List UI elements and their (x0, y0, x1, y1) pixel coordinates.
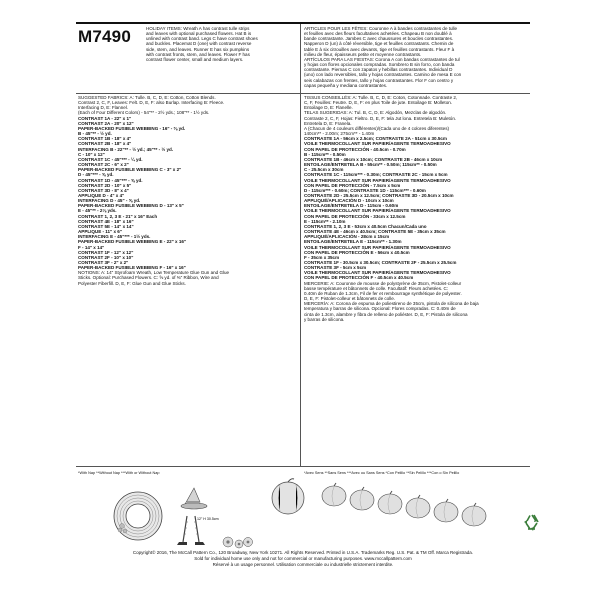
french-spanish-fabric-line: y barras de silicona. (304, 316, 345, 322)
french-spanish-fabric-line: CON PAPEL DE PROTECCIÓN - 33cm x 12.5cm (304, 213, 406, 219)
english-fabric-line: PAPER-BACKED FUSIBLE WEBBING E - 22" x 16" (78, 239, 187, 245)
french-spanish-fabric-line: CONTRASTE 3F - 5cm x 5cm (304, 265, 367, 271)
english-fabric-line: PAPER-BACKED FUSIBLE WEBBING F - 16" x 16" (78, 265, 186, 271)
english-fabric-line: PAPER-BACKED FUSIBLE WEBBING D - 13" x 5" (78, 203, 184, 209)
french-spanish-description-line: contrastante. Piernas C con zapatos y hebillas contrastantes. Individual D (304, 67, 453, 73)
french-spanish-fabric-requirements (304, 95, 528, 322)
english-fabric-line: NOTIONS: A: 14" Styrofoam Wreath, Low Temperature Glue Gun and Glue (78, 270, 230, 276)
english-fabric-line: INTERFACING B - 22"** - ½ yd.; 45"** - ½ yd. (78, 146, 174, 152)
english-fabric-line: CONTRAST 2B - 18" x 4" (78, 141, 132, 147)
intro-divider (76, 93, 530, 94)
english-description-line: and leaves with optional purchased flowers. Hat B is (146, 31, 252, 37)
english-fabric-line: CONTRAST 2D - 10" x 5" (78, 182, 132, 188)
english-fabric-line: Polyester Fiberfill. D, E, F: Glue Gun and Glue Sticks. (78, 280, 186, 286)
column-divider (300, 24, 301, 466)
french-spanish-fabric-line: CON PAPEL DE PROTECCIÓN - 7.5cm x 5cm (304, 182, 401, 188)
french-spanish-fabric-line: Contraste 2, C, F, Hojas: Fieltro. D, E, F: tela Jut lona. Entretela B: Muletón. (304, 115, 457, 121)
french-spanish-fabric-line: CONTRASTE 4E - 46cm x 40.5cm; CONTRASTE 5E - 35cm x 35cm (304, 229, 446, 235)
french-spanish-description-line: Napperon D (un) à côté réversible, tige et feuilles contrastants. Chemin de (304, 41, 454, 47)
english-description-line: with contrast fronts, stem, and leaves. Flower F has (146, 51, 250, 57)
french-spanish-fabric-line: A (Chacun de 4 couleurs différentes)/(Cada uno de 4 colores diferentes) (304, 125, 449, 131)
english-fabric-line: CONTRAST 3D - 8" x 4" (78, 187, 129, 193)
english-fabric-line: CONTRAST 2C - 6" x 2" (78, 162, 129, 168)
flowers-illustration (223, 537, 253, 548)
french-spanish-fabric-line: cinta de 1.3cm, alambre y fibra de relleno de poliéster. D, E, F: Pistola de silicona (304, 311, 468, 317)
english-description-line: side, stem, and leaves. Runner E has six pumpkins (146, 46, 250, 52)
english-fabric-line: SUGGESTED FABRICS: A: Tulle. B, C, D, E: Cotton, Cotton Blends. (78, 95, 216, 100)
english-fabric-line: CONTRAST 1B - 18" x 4" (78, 136, 132, 142)
english-fabric-requirements (78, 95, 298, 286)
english-fabric-line: CONTRAST 1C - 45"*** - ¼ yd. (78, 156, 143, 162)
english-fabric-line: APPLIQUE D - 4" x 4" (78, 192, 125, 198)
bottom-divider (76, 466, 530, 467)
french-spanish-fabric-line: ENTOILAGE/ENTRETELA B - 55cm** - 0.50m; 115cm** - 0.50m (304, 162, 437, 168)
runner-illustration (322, 483, 486, 526)
english-fabric-line: CONTRAST 1D - 45"*** - ⅝ yd. (78, 177, 143, 183)
french-spanish-fabric-line: E - 115cm** - 2.10m (304, 218, 346, 224)
english-fabric-line: B - 45"** - ½ yd. (78, 131, 112, 137)
french-spanish-description-line: ARTÍCULOS PARA LAS FIESTAS: Corona A con bandas contrastantes de tul (304, 56, 460, 62)
french-spanish-fabric-line: B - 115cm** - 0.50m (304, 151, 346, 157)
french-spanish-fabric-line: TELAS SUGERIDAS: A: Tul. B, C, D, E: Algodón, Mezclas de algodón. (304, 110, 447, 116)
english-fabric-line: INTERFACING D - 45" - ⅝ yd. (78, 198, 141, 204)
french-spanish-fabric-line: F - 35cm x 35cm (304, 254, 340, 260)
french-spanish-fabric-line: C, F, Feuilles: Feutre. D, E, F: en plus Toile de jute. Entoilage B: Molleton. (304, 100, 453, 106)
english-fabric-line: Interfacing D, E: Flannel. (78, 105, 129, 111)
top-rule (76, 22, 530, 24)
french-spanish-description-line: et feuilles avec des fleurs facultatives achetées. Chapeau B non doublé à (304, 31, 452, 37)
french-spanish-fabric-line: TISSUS CONSEILLÉS: A: Tulle. B, C, D, E: Coton, Cotonnade. Contraste 2, (304, 95, 458, 100)
english-fabric-line: E - 45"** - 2⅛ yds. (78, 208, 117, 214)
english-description-line: unlined with contrast band. Legs C have contrast shoes (146, 36, 258, 42)
english-description-line: contrast flower center, small and medium layers. (146, 56, 244, 62)
illustration-height-label: 12" H 30.5cm (197, 517, 219, 521)
french-spanish-fabric-line: VOILE THERMOCOLLANT SUR PAPIER/AGENTE TERMOADHESIVO (304, 177, 451, 183)
copyright-line: Copyright© 2016, The McCall Pattern Co., 120 Broadway, New York 10271. All Rights Reserved. Printed in U.S.A. Trademarks Reg. U.S. Pat. & TM Off. Marca Registrada. (132, 550, 474, 555)
french-spanish-fabric-line: MERCERIE: A: Couronne de mousse de polystyrène de 35cm, Pistolet-colleur (304, 280, 462, 286)
english-description-line: and buckles. Placemat D (one) with contrast reverse (146, 41, 252, 47)
french-spanish-fabric-line: APPLIQUÉ/APLICACIÓN - 28cm x 15cm (304, 234, 390, 240)
french-spanish-fabric-line: CON PAPEL DE PROTECCIÓN - 40.5cm - 0.70m (304, 146, 406, 152)
french-spanish-description-line: bande contrastante. Jambes C avec chaussures et boucles contrastantes. (304, 36, 454, 42)
french-spanish-description-line: (uno) con lado reversibles, tallo y hojas contrastantes. Camino de mesa E con (304, 72, 462, 78)
english-description-line: HOLIDAY ITEMS: Wreath A has contrast tulle strips (146, 26, 250, 31)
french-spanish-fabric-line: MERCERÍA: A: Corona de espuma de poliestireno de 35cm, pistola de silicona de baja (304, 301, 479, 307)
english-fabric-line: CONTRAST 4E - 18" x 16" (78, 218, 134, 224)
french-spanish-fabric-line: basse température et bâtonnets de colle. Facultatif: Fleurs achetées. C: (304, 285, 449, 291)
french-spanish-fabric-line: 140cm** - 2.00m; 275cm** - 1.40m (304, 131, 375, 137)
french-spanish-fabric-line: VOILE THERMOCOLLANT SUR PAPIER/AGENTE TERMOADHESIVO (304, 270, 451, 276)
french-spanish-description-line: milieu de fleur, épaisseurs petite et moyenne contrastants. (304, 51, 422, 57)
pattern-envelope-back (76, 22, 530, 567)
english-fabric-line: Contrast 2, C, F, Leaves: Felt. D, E, F: also Burlap. Interfacing B: Fleece. (78, 100, 225, 106)
french-spanish-description-line: y hojas con flores opcionales compradas. Sombrero B sin forro, con banda (304, 62, 455, 68)
english-fabric-line: CONTRAST 2A - 20" x 12" (78, 120, 134, 126)
english-fabric-line: (Each of Four Different Colors) - 54"** - 2½ yds.; 108"** - 1½ yds. (78, 110, 210, 116)
french-spanish-fabric-line: CONTRASTE 1, 2, 3 E - 53cm x 40.5cm Chacun/Cada uno (304, 223, 427, 229)
french-spanish-fabric-line: CON PAPEL DE PROTECCIÓN E - 56cm x 40.5cm (304, 249, 410, 255)
pattern-number: M7490 (78, 27, 131, 46)
french-spanish-fabric-line: CONTRASTE 1B - 46cm x 10cm; CONTRASTE 2B - 46cm x 10cm (304, 156, 443, 162)
english-fabric-line: CONTRAST 1A - 22" x 1" (78, 115, 132, 121)
english-fabric-line: INTERFACING E - 45"*** - 1½ yds. (78, 234, 151, 240)
french-spanish-fabric-line: VOILE THERMOCOLLANT SUR PAPIER/AGENTE TERMOADHESIVO (304, 208, 451, 214)
recycle-icon (522, 512, 542, 532)
english-fabric-line: CONTRAST 3F - 2" x 2" (78, 260, 129, 265)
english-description (146, 26, 298, 62)
french-spanish-description-line: seis calabazas con frentes, tallo y hojas contrastantes. Flor F con centro y (304, 77, 454, 83)
english-fabric-line: CONTRAST 1F - 12" x 12" (78, 249, 134, 255)
french-spanish-fabric-line: D, E, F: Pistolet-colleur et bâtonnets de colle. (304, 296, 395, 302)
english-fabric-line: CONTRAST 5E - 14" x 14" (78, 223, 134, 229)
french-spanish-fabric-line: VOILE THERMOCOLLANT SUR PAPIER/AGENTE TERMOADHESIVO (304, 141, 451, 147)
wreath-illustration (114, 492, 162, 540)
english-fabric-line: CONTRAST 1, 2, 3 E - 21" x 16" Each (78, 213, 158, 219)
french-spanish-fabric-line: C - 25.5cm x 30cm (304, 167, 344, 173)
nap-legend-french-spanish: *Avec Sens **Sans Sens ***Avec ou Sans Sens *Con Pelillo **Sin Pelillo ***Con o Sin Pelillo (304, 471, 460, 475)
french-spanish-fabric-line: APPLIQUÉ/APLICACIÓN D - 10cm x 10cm (304, 198, 394, 204)
french-spanish-fabric-line: ENTOILAGE/ENTRETELA D - 115cm - 0.60m (304, 203, 399, 209)
french-spanish-fabric-line: VOILE THERMOCOLLANT SUR PAPIER/AGENTE TERMOADHESIVO (304, 244, 451, 250)
english-fabric-line: APPLIQUE - 11" x 6" (78, 229, 122, 235)
english-fabric-line: PAPER-BACKED FUSIBLE WEBBING - 16" - ⅜ yd. (78, 125, 186, 131)
english-fabric-line: F - 14" x 14" (78, 244, 105, 250)
witch-hat-illustration (181, 488, 207, 509)
english-fabric-line: C - 10" x 12" (78, 151, 105, 157)
french-spanish-fabric-line: ENTOILAGE/ENTRETELA E - 115cm** - 1.30m (304, 239, 402, 245)
nap-legend-english: *With Nap **Without Nap ***With or Without Nap (78, 471, 160, 475)
french-spanish-fabric-line: CON PAPEL DE PROTECCIÓN F - 40.5cm x 40.5cm (304, 275, 414, 281)
usage-line-french: Réservé à un usage personnel. Utilisation commerciale ou industrielle strictement interdite. (212, 562, 394, 567)
french-spanish-fabric-line: Entretela D, E: Franela. (304, 120, 352, 126)
french-spanish-fabric-line: CONTRASTE 1C - 115cm*** - 0.30m; CONTRASTE 2C - 15cm x 5cm (304, 172, 448, 178)
french-spanish-fabric-line: 0.40m de Ruban de 1.3cm, Fil de fer et rembourrage synthétique de polyester. (304, 290, 462, 296)
french-spanish-description-line: capas pequeña y mediana contrastantes. (304, 82, 388, 88)
english-fabric-line: CONTRAST 2F - 10" x 10" (78, 254, 134, 260)
french-spanish-fabric-line: D - 115cm*** - 0.60m; CONTRASTE 1D - 115cm*** - 0.60m (304, 187, 426, 193)
french-spanish-fabric-line: CONTRASTE 2D - 25.5cm x 12.5cm; CONTRASTE 3D - 20.5cm x 10cm (304, 192, 454, 198)
english-fabric-line: D - 45"*** - ⅝ yd. (78, 172, 114, 178)
french-spanish-description-line: table E à six citrouilles avec devants, tige et feuilles contrastants. Fleur F à (304, 46, 455, 52)
placemat-illustration (272, 479, 304, 514)
french-spanish-fabric-line: CONTRASTE 1F - 30.5cm x 30.5cm; CONTRASTE 2F - 25.5cm x 25.5cm (304, 260, 457, 265)
french-spanish-fabric-line: temperatura y barras de silicona. Opcional: Flores compradas. C: 0.40m de (304, 306, 456, 312)
french-spanish-description (304, 26, 528, 88)
item-illustrations (76, 474, 530, 554)
french-spanish-fabric-line: CONTRASTE 1A - 56cm x 2.5cm; CONTRASTE 2A - 51cm x 30.5cm (304, 136, 447, 142)
usage-line-english: Sold for individual home use only and not for commercial or manufacturing purposes. www.mccallpattern.com (194, 556, 412, 561)
english-fabric-line: Sticks. Optional: Purchased Flowers. C: ⅝ yd. of ⅜" Ribbon, Wire and (78, 275, 219, 281)
french-spanish-description-line: ARTICLES POUR LES FÊTES: Couronne A à bandes contrastantes de tulle (304, 26, 458, 31)
french-spanish-fabric-line: Entoilage D, E: Flanelle. (304, 105, 353, 111)
english-fabric-line: PAPER-BACKED FUSIBLE WEBBING C - 3" x 2" (78, 167, 182, 173)
